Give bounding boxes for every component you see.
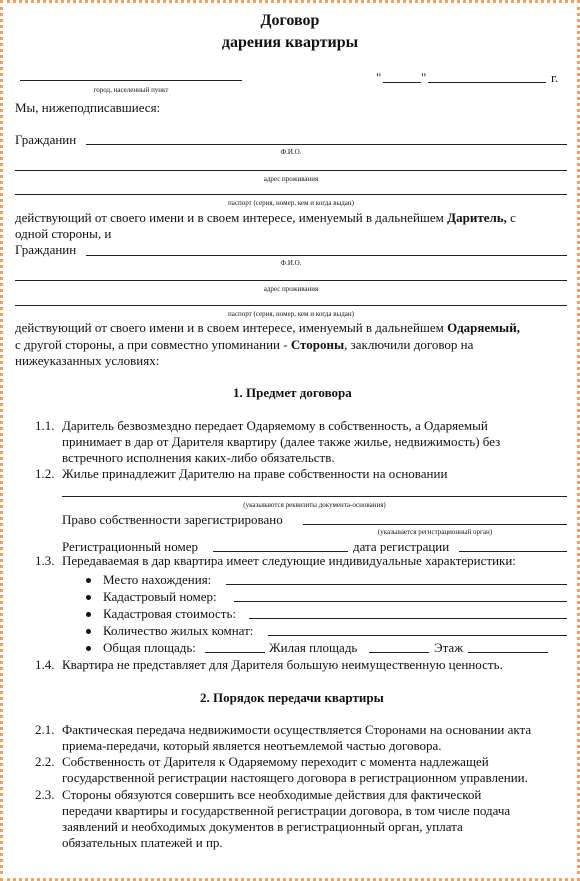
floor-label: Этаж: [434, 640, 464, 655]
basis-document-field[interactable]: [62, 496, 567, 497]
party1-address-caption: адрес проживания: [263, 175, 319, 183]
date-quote-open: ": [376, 70, 382, 85]
party1-acting-line2: одной стороны, и: [15, 226, 112, 241]
p13-number: 1.3.: [35, 553, 55, 568]
party2-label: Гражданин: [15, 242, 77, 257]
p13-line: Передаваемая в дар квартира имеет следующие индивидуальные характеристики:: [62, 553, 516, 568]
p22-line: государственной регистрации настоящего договора в регистрационном управлении.: [62, 770, 528, 785]
date-quote-close: ": [421, 70, 427, 85]
party1-fio-field[interactable]: [86, 144, 567, 145]
party1-passport-caption: паспорт (серия, номер, кем и когда выдан): [228, 199, 354, 207]
reg-number-label: Регистрационный номер: [62, 539, 198, 554]
p22-number: 2.2.: [35, 754, 55, 769]
p22-line: Собственность от Дарителя к Одаряемому переходит с момента надлежащей: [62, 754, 489, 769]
total-area-label: Общая площадь:: [103, 640, 196, 655]
party2-address-field[interactable]: [15, 280, 567, 281]
party1-acting-line1: действующий от своего имени и в своем интересе, именуемый в дальнейшем Даритель, с: [15, 210, 516, 225]
party2-fio-field[interactable]: [86, 255, 567, 256]
location-field[interactable]: [226, 584, 567, 585]
date-month-year-field[interactable]: [428, 82, 546, 83]
living-area-field[interactable]: [369, 652, 429, 653]
party1-address-field[interactable]: [15, 170, 567, 171]
p11-line: Даритель безвозмездно передает Одаряемому в собственность, а Одаряемый: [62, 418, 488, 433]
document-title: Договор: [260, 12, 320, 29]
living-area-label: Жилая площадь: [269, 640, 358, 655]
document-subtitle: дарения квартиры: [221, 34, 359, 51]
party2-passport-caption: паспорт (серия, номер, кем и когда выдан): [228, 310, 354, 318]
intro-text: Мы, нижеподписавшиеся:: [15, 100, 161, 115]
city-field[interactable]: [20, 80, 242, 81]
p23-line: Стороны обязуются совершить все необходимые действия для фактической: [62, 787, 482, 802]
registered-label: Право собственности зарегистрировано: [62, 512, 283, 527]
total-area-field[interactable]: [205, 652, 265, 653]
party1-passport-field[interactable]: [15, 194, 567, 195]
cadastral-number-field[interactable]: [234, 601, 567, 602]
year-suffix: г.: [551, 70, 559, 85]
floor-field[interactable]: [468, 652, 548, 653]
p21-line: Фактическая передача недвижимости осуществляется Сторонами на основании акта: [62, 722, 532, 737]
p23-line: заявлений и необходимых документов в регистрационный орган, уплата: [62, 819, 463, 834]
bullet-icon: [86, 612, 91, 617]
party2-fio-caption: Ф.И.О.: [280, 259, 302, 267]
section1-title: 1. Предмет договора: [233, 385, 352, 400]
party2-passport-field[interactable]: [15, 305, 567, 306]
party2-acting-line1: действующий от своего имени и в своем интересе, именуемый в дальнейшем Одаряемый,: [15, 320, 520, 335]
party2-acting-line2: с другой стороны, а при совместно упоминании - Стороны, заключили договор на: [15, 337, 474, 352]
basis-document-caption: (указываются реквизиты документа-основания): [243, 501, 386, 509]
p14-line: Квартира не представляет для Дарителя большую неимущественную ценность.: [62, 657, 503, 672]
date-day-field[interactable]: [383, 82, 421, 83]
p23-line: обязательных платежей и пр.: [62, 835, 223, 850]
registration-organ-caption: (указывается регистрационный орган): [377, 528, 493, 536]
rooms-label: Количество жилых комнат:: [103, 623, 254, 638]
party1-label: Гражданин: [15, 132, 77, 147]
reg-date-field[interactable]: [459, 551, 567, 552]
rooms-field[interactable]: [268, 635, 567, 636]
bullet-icon: [86, 595, 91, 600]
cadastral-value-label: Кадастровая стоимость:: [103, 606, 237, 621]
city-caption: город, населенный пункт: [93, 86, 169, 94]
p12-number: 1.2.: [35, 466, 55, 481]
bullet-icon: [86, 646, 91, 651]
p23-line: передачи квартиры и государственной регистрации договора, в том числе подача: [62, 803, 511, 818]
party2-acting-line3: нижеуказанных условиях:: [15, 353, 160, 368]
p11-number: 1.1.: [35, 418, 55, 433]
registration-organ-field[interactable]: [303, 524, 567, 525]
cadastral-number-label: Кадастровый номер:: [103, 589, 217, 604]
p14-number: 1.4.: [35, 657, 55, 672]
p12-line: Жилье принадлежит Дарителю на праве собственности на основании: [62, 466, 448, 481]
section2-title: 2. Порядок передачи квартиры: [200, 690, 384, 705]
party1-fio-caption: Ф.И.О.: [280, 148, 302, 156]
cadastral-value-field[interactable]: [249, 618, 567, 619]
p11-line: встречного исполнения каких-либо обязательств.: [62, 450, 335, 465]
p23-number: 2.3.: [35, 787, 55, 802]
bullet-icon: [86, 629, 91, 634]
location-label: Место нахождения:: [103, 572, 212, 587]
p21-number: 2.1.: [35, 722, 55, 737]
party2-address-caption: адрес проживания: [263, 285, 319, 293]
p11-line: принимает в дар от Дарителя квартиру (далее также жилье, недвижимость) без: [62, 434, 501, 449]
reg-date-label: дата регистрации: [353, 539, 450, 554]
reg-number-field[interactable]: [213, 551, 348, 552]
p21-line: приема-передачи, который является неотъемлемой частью договора.: [62, 738, 442, 753]
bullet-icon: [86, 578, 91, 583]
